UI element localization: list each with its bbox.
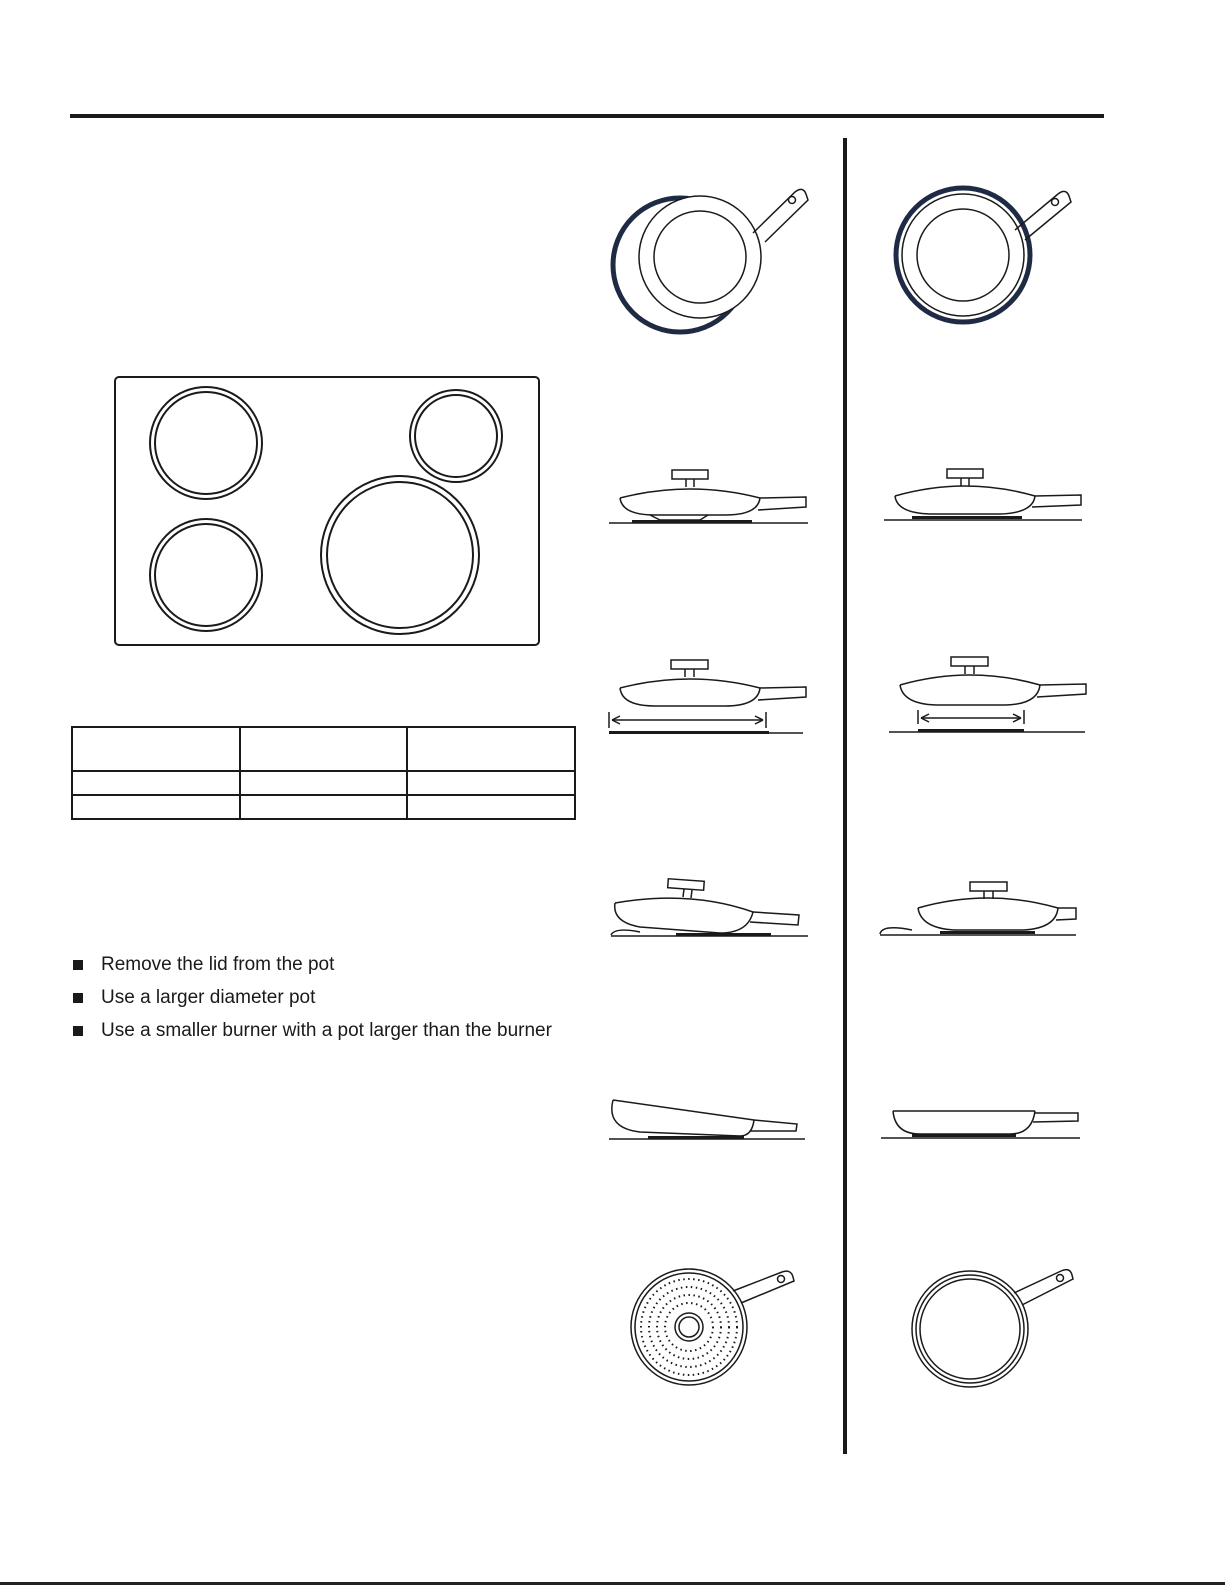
pan-centered-icon (896, 188, 1071, 322)
lidded-pan-warped-icon (609, 470, 808, 523)
table-header-cell (407, 727, 575, 771)
pan-textured-bottom-icon (631, 1269, 794, 1385)
tip-text: Use a larger diameter pot (101, 986, 316, 1008)
table-cell (72, 771, 240, 795)
square-bullet-icon (73, 960, 83, 970)
lidded-pan-flat-icon (884, 469, 1082, 520)
table-cell (240, 795, 408, 819)
list-item (70, 948, 552, 981)
table-cell (240, 771, 408, 795)
table-cell (72, 795, 240, 819)
cooktop-four-burner-icon (115, 377, 539, 645)
pan-smooth-bottom-icon (912, 1270, 1073, 1387)
table-header-cell (72, 727, 240, 771)
list-item (70, 1014, 552, 1047)
table-header-cell (240, 727, 408, 771)
table-cell (407, 795, 575, 819)
lidded-pan-tilted-icon (611, 879, 808, 936)
pan-off-center-icon (613, 189, 808, 332)
square-bullet-icon (73, 993, 83, 1003)
open-pan-tilted-icon (609, 1100, 805, 1139)
pan-diameter-large-icon (609, 660, 806, 734)
tips-list (70, 948, 552, 1047)
list-item (70, 981, 552, 1014)
pan-diameter-match-icon (889, 657, 1086, 732)
table-row (72, 771, 575, 795)
burner-size-table (71, 726, 576, 820)
tip-text: Remove the lid from the pot (101, 953, 335, 975)
lidded-pan-level-icon (880, 882, 1076, 935)
square-bullet-icon (73, 1026, 83, 1036)
tip-text: Use a smaller burner with a pot larger than the burner (101, 1019, 552, 1041)
open-pan-level-icon (881, 1111, 1080, 1138)
table-header-row (72, 727, 575, 771)
table-row (72, 795, 575, 819)
table-cell (407, 771, 575, 795)
